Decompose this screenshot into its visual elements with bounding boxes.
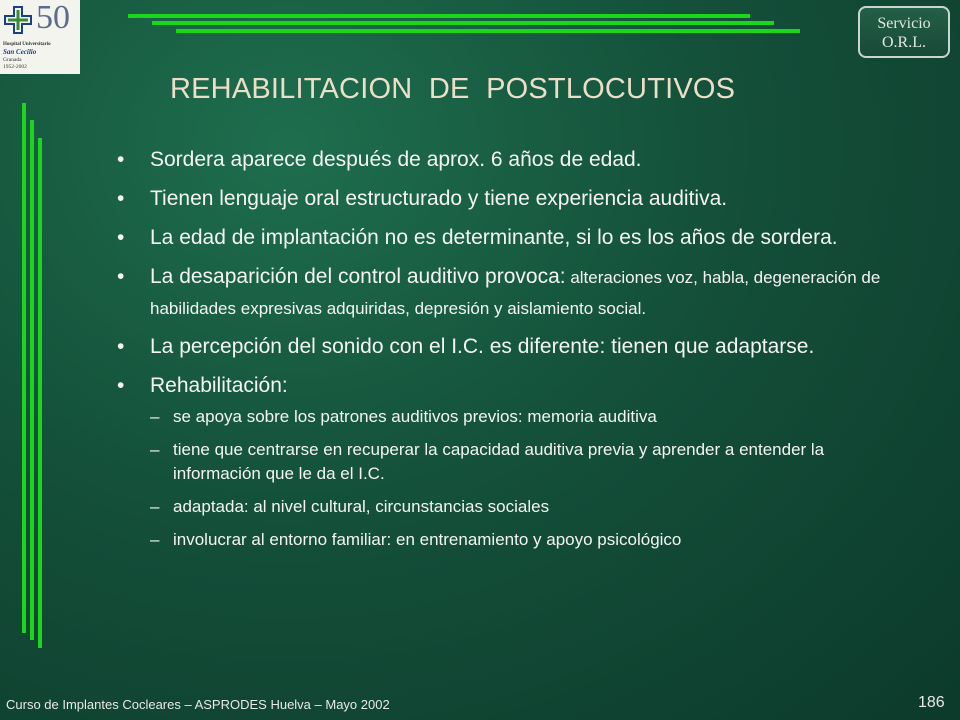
sub-bullet-item: – se apoya sobre los patrones auditivos previos: memoria auditiva — [150, 405, 892, 429]
top-line-1 — [128, 14, 750, 18]
bullet-item — [117, 183, 892, 214]
service-badge — [858, 6, 950, 58]
bullet-detail-text: alteraciones voz, habla, degeneración de habilidades expresivas adquiridas, depresión y aislamiento social. — [150, 268, 881, 318]
logo-line-2: San Cecilio — [3, 48, 37, 56]
bullet-text: Tienen lenguaje oral estructurado y tiene experiencia auditiva. — [150, 187, 728, 210]
sub-bullet-item: – tiene que centrarse en recuperar la capacidad auditiva previa y aprender a entender la información que le da el I.C. — [150, 438, 892, 486]
hospital-cross-icon — [4, 6, 32, 34]
logo-line-1: Hospital Universitario — [3, 42, 51, 47]
bullet-text: La desaparición del control auditivo provoca: — [150, 265, 566, 288]
bullet-text: La edad de implantación no es determinante, si lo es los años de sordera. — [150, 226, 838, 249]
footer-text: Curso de Implantes Cocleares – ASPRODES Huelva – Mayo 2002 — [6, 697, 390, 712]
bullet-text: Sordera aparece después de aprox. 6 años de edad. — [150, 148, 642, 171]
bullet-item — [117, 222, 892, 253]
hospital-logo — [0, 0, 80, 74]
top-line-3 — [176, 29, 800, 33]
bullet-item — [117, 370, 892, 552]
service-badge-line-2: O.R.L. — [882, 34, 926, 51]
bullet-item — [117, 261, 892, 323]
left-line-3 — [38, 138, 42, 648]
bullet-list — [117, 144, 892, 561]
page-number: 186 — [918, 694, 945, 711]
left-line-2 — [30, 120, 34, 640]
sub-bullet-item: – adaptada: al nivel cultural, circunstancias sociales — [150, 495, 892, 519]
left-line-1 — [22, 103, 26, 633]
logo-line-3: Granada — [3, 57, 22, 63]
logo-line-4: 1952-2002 — [3, 64, 27, 70]
service-badge-line-1: Servicio — [877, 15, 931, 32]
logo-anniversary-number: 50 — [36, 0, 70, 36]
bullet-item — [117, 331, 892, 362]
sub-bullet-item: – involucrar al entorno familiar: en entrenamiento y apoyo psicológico — [150, 528, 892, 552]
top-line-2 — [152, 21, 774, 25]
slide-title: REHABILITACION DE POSTLOCUTIVOS — [170, 73, 736, 105]
sub-bullet-list — [150, 405, 892, 552]
bullet-text: Rehabilitación: — [150, 374, 288, 397]
bullet-item — [117, 144, 892, 175]
bullet-text: La percepción del sonido con el I.C. es diferente: tienen que adaptarse. — [150, 335, 815, 358]
